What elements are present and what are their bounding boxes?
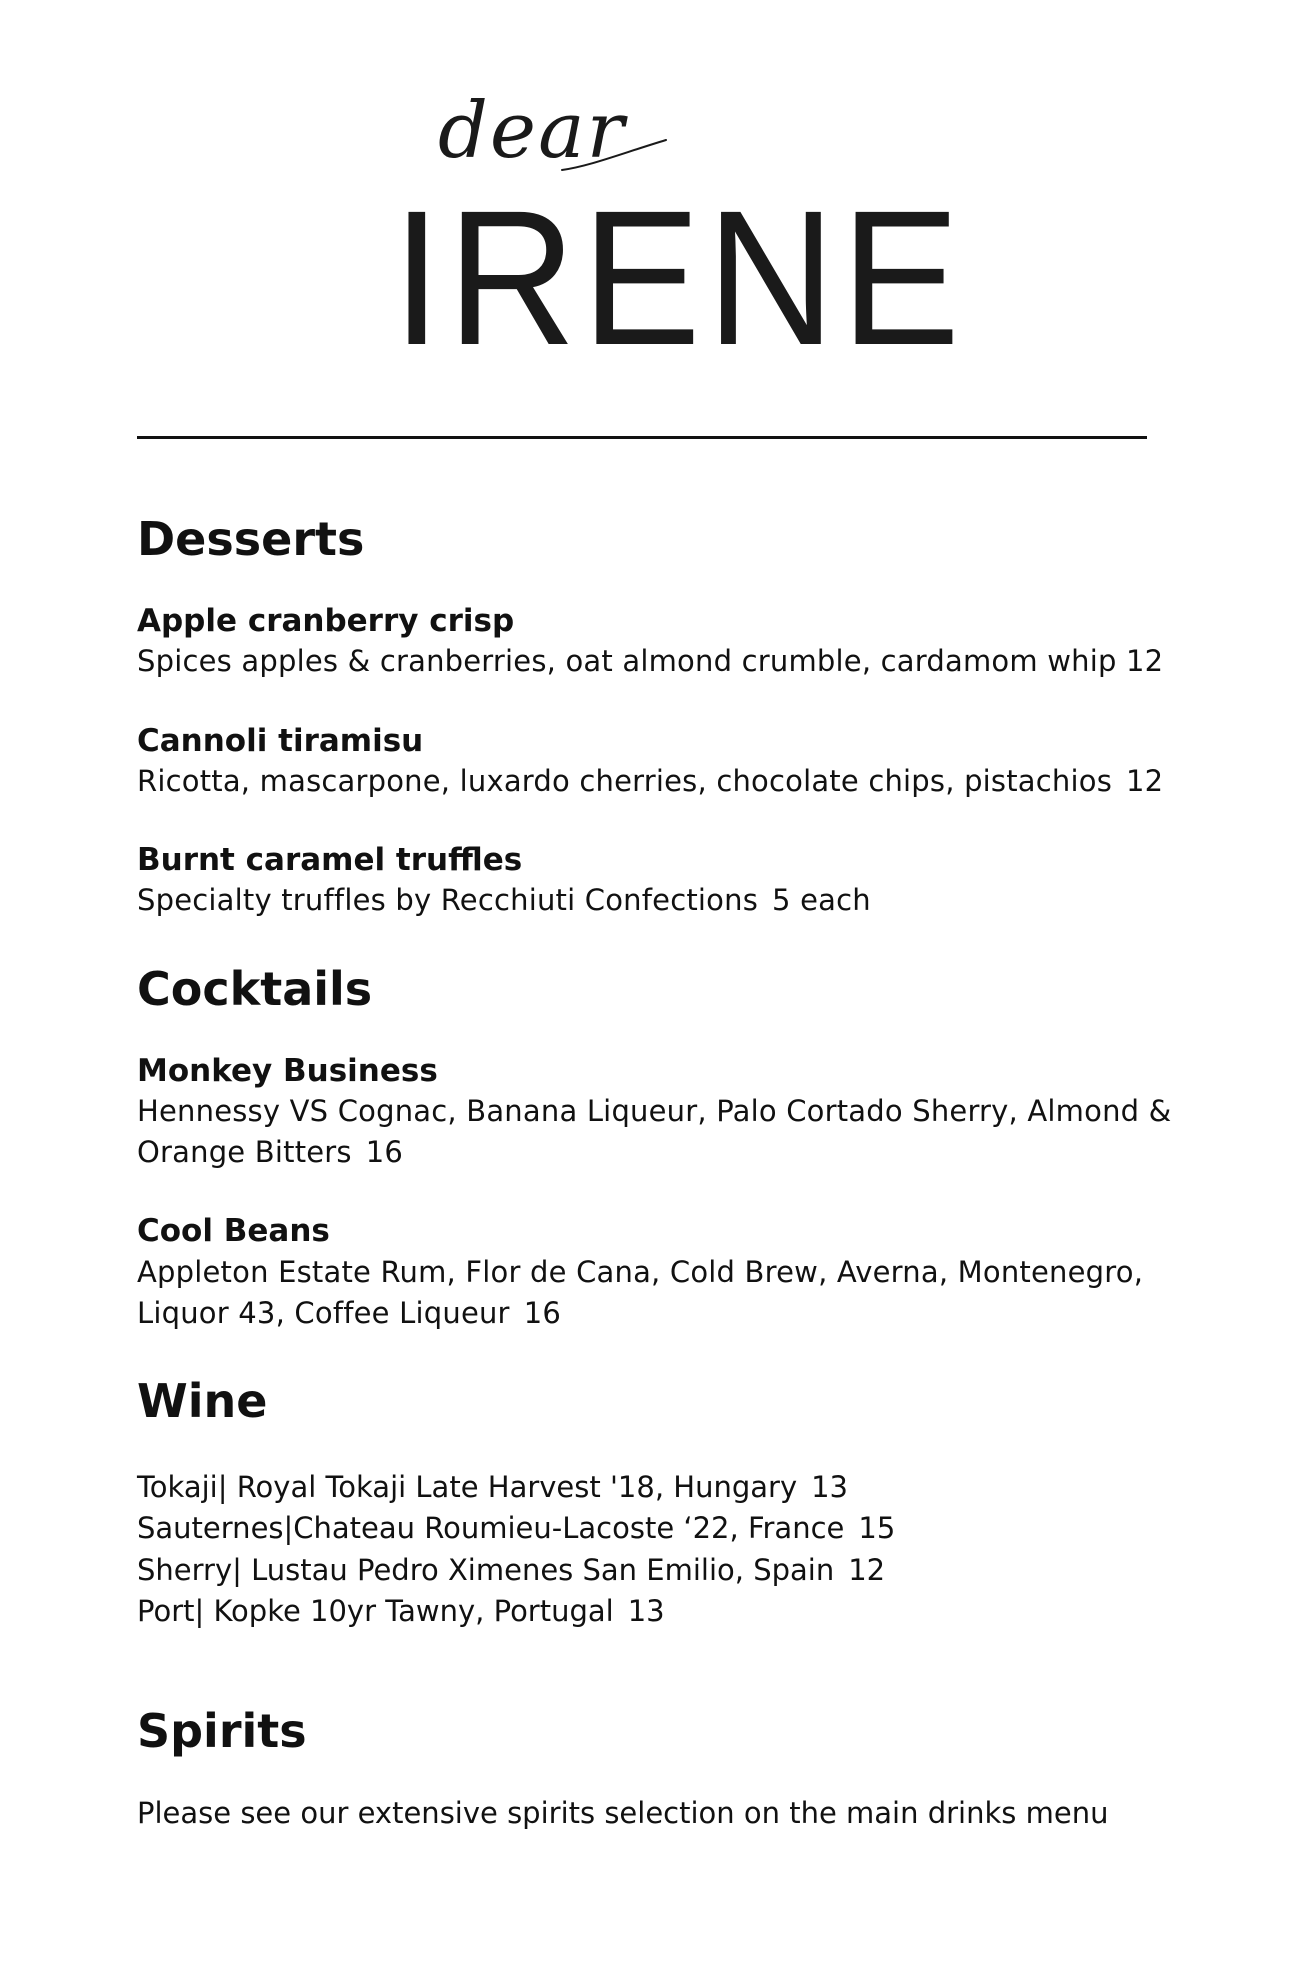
section-title-spirits: Spirits <box>137 1703 307 1758</box>
wine-item <box>137 1591 1197 1632</box>
spirits-note: Please see our extensive spirits selection on the main drinks menu <box>137 1796 1109 1831</box>
item-price: 12 <box>1126 763 1164 798</box>
menu-item <box>137 1211 1197 1334</box>
wine-item-text: Tokaji| Royal Tokaji Late Harvest '18, Hungary <box>137 1470 798 1505</box>
item-price: 16 <box>523 1295 561 1330</box>
wine-item-text: Port| Kopke 10yr Tawny, Portugal <box>137 1593 614 1628</box>
logo-main-word: IRENE <box>392 170 966 385</box>
item-price: 12 <box>848 1552 886 1587</box>
menu-item <box>137 721 1197 802</box>
wine-item <box>137 1550 1197 1591</box>
wine-item <box>137 1508 1197 1549</box>
item-description-line: Hennessy VS Cognac, Banana Liqueur, Palo Cortado Sherry, Almond & <box>137 1094 1172 1129</box>
menu-item <box>137 840 1197 921</box>
section-title-wine: Wine <box>137 1374 268 1429</box>
item-description <box>137 761 1197 802</box>
menu-content <box>137 512 1197 1834</box>
item-name: Apple cranberry crisp <box>137 603 515 640</box>
item-description <box>137 641 1197 682</box>
wine-item <box>137 1467 1197 1508</box>
item-name: Monkey Business <box>137 1052 438 1089</box>
wine-item-text: Sauternes|Chateau Roumieu-Lacoste ‘22, France <box>137 1511 845 1546</box>
item-price: 13 <box>811 1470 849 1505</box>
section-title-desserts: Desserts <box>137 512 365 566</box>
item-description <box>137 1293 1197 1334</box>
item-price: 16 <box>365 1135 404 1170</box>
item-description-line: Appleton Estate Rum, Flor de Cana, Cold Brew, Averna, Montenegro, <box>137 1254 1144 1289</box>
item-price: 5 each <box>772 883 871 918</box>
item-description-text: Specialty truffles by Recchiuti Confections <box>137 883 759 918</box>
item-description <box>137 880 1197 921</box>
item-price: 15 <box>858 1511 896 1546</box>
item-price: 12 <box>1126 644 1164 679</box>
header-divider <box>137 436 1147 439</box>
item-name: Burnt caramel truffles <box>137 842 523 879</box>
item-description-text: Orange Bitters <box>137 1135 352 1170</box>
wine-item-text: Sherry| Lustau Pedro Ximenes San Emilio, Spain <box>137 1552 835 1587</box>
item-description-text: Liquor 43, Coffee Liqueur <box>137 1295 510 1330</box>
item-description-text: Ricotta, mascarpone, luxardo cherries, chocolate chips, pistachios <box>137 763 1113 798</box>
logo <box>0 0 1293 385</box>
item-name: Cool Beans <box>137 1213 330 1250</box>
menu-item <box>137 601 1197 682</box>
item-name: Cannoli tiramisu <box>137 722 424 759</box>
wine-list <box>137 1467 1197 1632</box>
item-description-text: Spices apples & cranberries, oat almond crumble, cardamom whip <box>137 644 1117 679</box>
item-price: 13 <box>627 1593 665 1628</box>
logo-script-word: dear <box>438 86 626 176</box>
section-title-cocktails: Cocktails <box>137 961 373 1016</box>
menu-item <box>137 1051 1197 1174</box>
item-description <box>137 1132 1197 1173</box>
